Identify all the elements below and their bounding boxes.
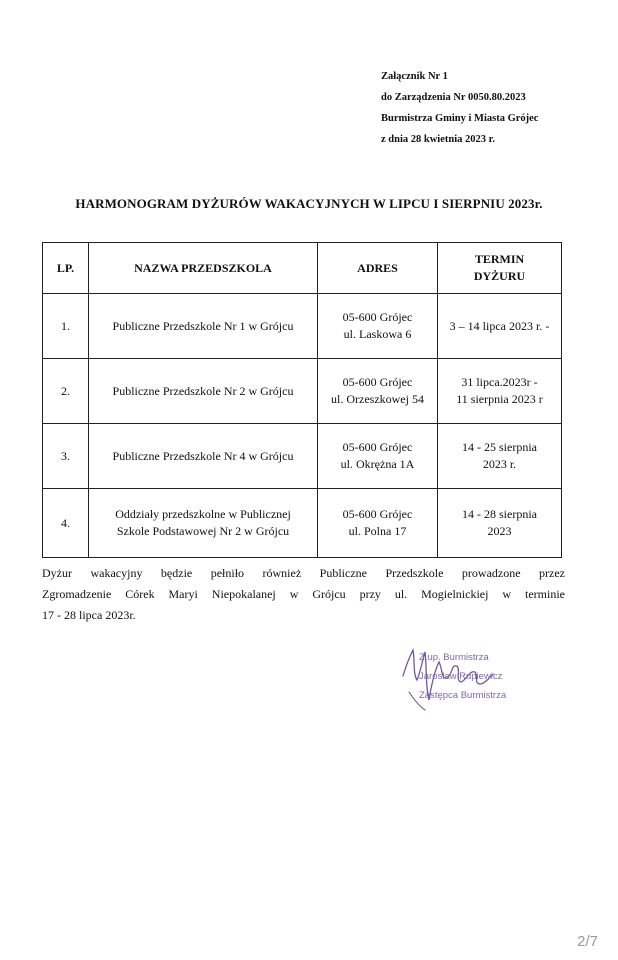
cell-term <box>438 424 562 489</box>
note-line: Dyżur wakacyjny będzie pełniło również Publiczne Przedszkole prowadzone przez <box>42 566 565 580</box>
schedule-table <box>42 242 562 558</box>
stamp-line: Zastępca Burmistrza <box>419 690 507 701</box>
note-line: 17 - 28 lipca 2023r. <box>42 608 136 622</box>
cell-line: 2023 <box>487 524 512 538</box>
cell-lp: 3. <box>43 424 89 489</box>
cell-line: 05-600 Grójec <box>342 507 413 521</box>
table-row <box>43 359 562 424</box>
cell-line: 14 - 28 sierpnia <box>462 507 537 521</box>
cell-line: 05-600 Grójec <box>342 375 413 389</box>
header-line: Załącznik Nr 1 <box>381 71 448 82</box>
cell-name <box>89 294 318 359</box>
attachment-header <box>381 66 538 150</box>
stamp-line: Jarosław Rupiewicz <box>419 671 503 682</box>
additional-duty-note <box>42 563 565 626</box>
cell-line: ul. Orzeszkowej 54 <box>331 392 424 406</box>
cell-name <box>89 424 318 489</box>
cell-line: 3 – 14 lipca 2023 r. - <box>449 318 550 333</box>
cell-term <box>438 294 562 359</box>
cell-line: Publiczne Przedszkole Nr 1 w Grójcu <box>112 318 294 333</box>
table-header-row <box>43 243 562 294</box>
cell-line: 14 - 25 sierpnia <box>462 440 537 454</box>
table-row <box>43 489 562 558</box>
cell-line: ul. Polna 17 <box>348 524 407 538</box>
cell-term <box>438 489 562 558</box>
cell-line: Publiczne Przedszkole Nr 2 w Grójcu <box>112 383 294 398</box>
cell-line: 31 lipca.2023r - <box>461 375 538 389</box>
header-line: z dnia 28 kwietnia 2023 r. <box>381 134 495 145</box>
cell-line: Oddziały przedszkolne w Publicznej <box>115 507 291 521</box>
cell-address <box>318 424 438 489</box>
cell-line: 2023 r. <box>482 457 517 471</box>
cell-address <box>318 294 438 359</box>
signature-stamp <box>395 640 525 720</box>
table-row <box>43 294 562 359</box>
stamp-text <box>419 648 506 705</box>
cell-lp: 4. <box>43 489 89 558</box>
cell-line: ul. Okrężna 1A <box>340 457 415 471</box>
cell-address <box>318 359 438 424</box>
column-header-term-line: TERMIN <box>474 252 525 266</box>
header-line: do Zarządzenia Nr 0050.80.2023 <box>381 92 526 103</box>
cell-line: 05-600 Grójec <box>342 440 413 454</box>
column-header-term <box>438 243 562 294</box>
stamp-line: Z up. Burmistrza <box>419 652 489 663</box>
column-header-name: NAZWA PRZEDSZKOLA <box>89 243 318 294</box>
cell-line: Publiczne Przedszkole Nr 4 w Grójcu <box>112 448 294 463</box>
cell-line: ul. Laskowa 6 <box>343 327 412 341</box>
cell-lp: 1. <box>43 294 89 359</box>
cell-line: 11 sierpnia 2023 r <box>456 392 543 406</box>
cell-term <box>438 359 562 424</box>
page-indicator: 2/7 <box>577 933 598 950</box>
column-header-address: ADRES <box>318 243 438 294</box>
cell-line: Szkole Podstawowej Nr 2 w Grójcu <box>116 524 290 538</box>
document-title: HARMONOGRAM DYŻURÓW WAKACYJNYCH W LIPCU I SIERPNIU 2023r. <box>75 196 543 211</box>
cell-line: 05-600 Grójec <box>342 310 413 324</box>
note-line: Zgromadzenie Córek Maryi Niepokalanej w Grójcu przy ul. Mogielnickiej w terminie <box>42 587 565 601</box>
column-header-term-line: DYŻURU <box>473 269 526 283</box>
cell-name <box>89 489 318 558</box>
table-row <box>43 424 562 489</box>
cell-address <box>318 489 438 558</box>
cell-lp: 2. <box>43 359 89 424</box>
cell-name <box>89 359 318 424</box>
header-line: Burmistrza Gminy i Miasta Grójec <box>381 113 539 124</box>
column-header-lp: LP. <box>43 243 89 294</box>
